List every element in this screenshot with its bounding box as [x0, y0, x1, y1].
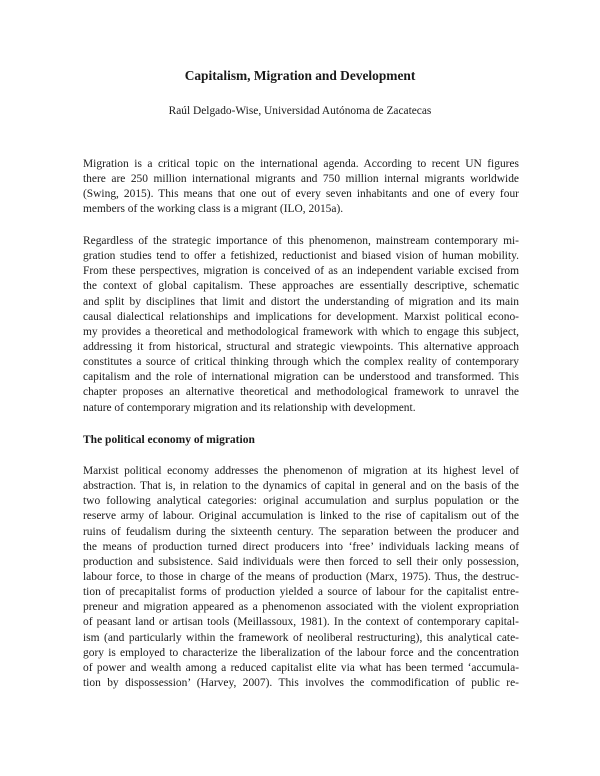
text-line: Marxist political economy addresses the phenomenon of migration at its highest level of	[83, 465, 519, 477]
text-line: Regardless of the strategic importance of this phenomenon, mainstream contemporary mi-	[83, 235, 519, 247]
text-line: nature of contemporary migration and its relationship with development.	[83, 401, 416, 414]
text-line: tion by dispossession’ (Harvey, 2007). This involves the commodification of public re-	[83, 676, 519, 689]
text-line: of peasant land or artisan tools (Meillassoux, 1981). In the context of contemporary capital-	[83, 616, 519, 629]
text-line: members of the working class is a migrant (ILO, 2015a).	[83, 203, 344, 216]
section-heading: The political economy of migration	[83, 434, 255, 446]
text-line: the context of global capitalism. These approaches are essentially descriptive, schematic	[83, 280, 519, 293]
text-line: addressing it from historical, structural and strategic viewpoints. This alternative approach	[83, 340, 519, 353]
page-title: Capitalism, Migration and Development	[184, 68, 416, 83]
text-line: ruins of feudalism during the sixteenth century. The separation between the producer and	[83, 525, 519, 538]
text-line: From these perspectives, migration is conceived of as an independent variable excised from	[83, 265, 519, 278]
text-line: constitutes a source of critical thinking through which the complex reality of contemporary	[83, 356, 519, 369]
text-line: gory is employed to characterize the liberalization of the labour force and the concentration	[83, 646, 519, 659]
paragraph-political-economy	[83, 464, 519, 691]
text-line: tion of precapitalist forms of production yielded a source of labour for the capitalist entre-	[83, 586, 519, 599]
text-line: (Swing, 2015). This means that one out of every seven inhabitants and one of every four	[83, 188, 519, 201]
text-line: capitalism and the role of international migration can be understood and transformed. This	[83, 371, 519, 384]
author-affiliation: Raúl Delgado-Wise, Universidad Autónoma de Zacatecas	[168, 105, 432, 117]
text-line: reserve army of labour. Original accumulation is linked to the rise of capitalism out of the	[83, 510, 519, 523]
text-line: two following analytical categories: original accumulation and surplus population or the	[83, 495, 519, 508]
text-line: gration studies tend to offer a fetishized, reductionist and biased vision of human mobility.	[83, 250, 519, 263]
text-line: labour force, to those in charge of the means of production (Marx, 1975). Thus, the destruc-	[83, 570, 519, 583]
text-line: preneur and migration appeared as a phenomenon associated with the violent expropriation	[83, 601, 519, 614]
text-line: abstraction. That is, in relation to the dynamics of capital in general and on the basis of the	[83, 480, 519, 493]
paragraph-approach	[83, 234, 519, 416]
paragraph-intro	[83, 157, 519, 218]
text-line: ism (and particularly within the framework of neoliberal restructuring), this analytical cate-	[83, 631, 519, 644]
text-line: there are 250 million international migrants and 750 million internal migrants worldwide	[83, 173, 519, 186]
text-line: production and subsistence. Said individuals were then forced to sell their only possession,	[83, 555, 519, 568]
text-line: Migration is a critical topic on the international agenda. According to recent UN figures	[83, 158, 519, 170]
text-line: of power and wealth among a reduced capitalist elite via what has been termed ‘accumula-	[83, 661, 519, 674]
text-line: causal dialectical relationships and implications for development. Marxist political econo-	[83, 310, 519, 323]
text-line: the means of production turned direct producers into ‘free’ individuals lacking means of	[83, 540, 519, 553]
text-line: chapter proposes an alternative theoretical and methodological framework to unravel the	[83, 386, 519, 399]
text-line: my provides a theoretical and methodological framework with which to engage this subject,	[83, 325, 519, 338]
text-line: and split by disciplines that limit and distort the understanding of migration and its main	[83, 295, 519, 308]
